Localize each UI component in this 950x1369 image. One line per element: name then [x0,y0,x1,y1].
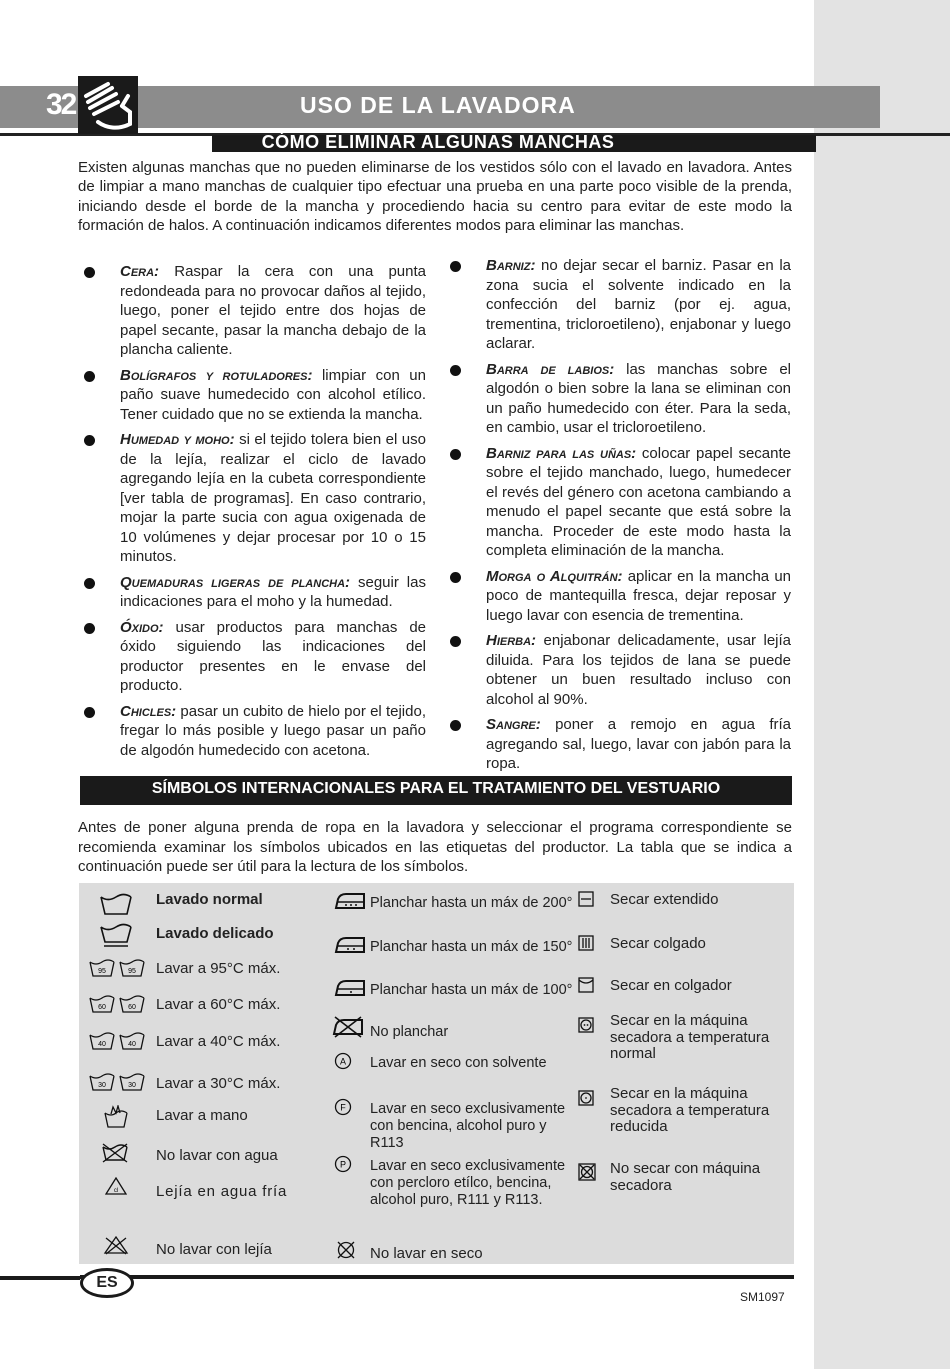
stain-text: pasar un cubito de hielo por el tejido, fregar lo más posible y luego pasar un paño de algodón humedecido con acetona. [120,702,426,759]
bullet-icon [450,261,461,272]
bullet-icon [84,623,95,634]
dryclean-mark: F [340,1102,346,1113]
symbol-label: Secar en colgador [610,977,732,994]
tumble-low-icon [578,1090,594,1106]
list-item [450,256,791,354]
no-iron-icon [332,1015,364,1039]
bullet-icon [84,267,95,278]
stain-text: usar productos para manchas de óxido siguiendo las indicaciones del productor presentes en le envase del producto. [120,618,427,694]
no-water-wash-icon [101,1143,129,1163]
stain-text: colocar papel secante sobre el tejido manchado, luego, humedecer el revés del género con acetona cambiando a menudo el papel secante que está sobre la mancha. Proceder de este modo hasta la completa eliminación de la mancha. [486,444,791,559]
symbol-label: Lavar en seco con solvente [370,1055,547,1071]
stain-text: las manchas sobre el algodón o bien sobre la lana se eliminan con un paño humedecido con éter. Para la seda, en cambio, usar el tricloroetileno. [486,360,791,436]
iron-100-icon [334,978,366,998]
symbol-label: Secar en la máquina secadora a temperatura reducida [610,1085,770,1135]
no-dryclean-icon [336,1240,356,1260]
wash-60-icon [89,995,145,1015]
list-item [84,366,426,425]
symbol-label: Planchar hasta un máx de 100° [370,982,573,998]
symbols-intro: Antes de poner alguna prenda de ropa en la lavadora y seleccionar el programa correspondiente se recomienda examinar los símbolos ubicados en las etiquetas del productor. La tabla que se indica a continuación puede ser útil para la lectura de los símbolos. [78,819,792,875]
symbol-label: Lavar a 60°C máx. [156,996,281,1013]
temp-label: 40 [128,1041,136,1048]
list-item [84,573,426,612]
iron-150-icon [334,935,366,955]
bleach-mark: cl [113,1188,119,1194]
no-bleach-icon [103,1235,129,1255]
iron-200-icon [334,891,366,911]
dryclean-p-icon [334,1155,352,1173]
bullet-icon [450,720,461,731]
symbol-label: Secar en la máquina secadora a temperatura normal [610,1012,770,1062]
list-item [450,444,791,561]
list-item [84,430,426,567]
list-item [84,618,426,696]
section-title-symbols: SÍMBOLOS INTERNACIONALES PARA EL TRATAMIENTO DEL VESTUARIO [151,780,721,797]
symbol-label: Lavar en seco exclusivamente con bencina, alcohol puro y R113 [370,1101,566,1151]
temp-label: 40 [98,1041,106,1048]
symbol-label: Lavar a 30°C máx. [156,1075,281,1092]
stain-term: Chicles: [120,702,177,720]
temp-label: 30 [98,1082,106,1089]
symbol-label: Planchar hasta un máx de 200° [370,895,573,911]
symbol-label: No planchar [370,1024,449,1040]
dry-line-icon [578,935,594,951]
stain-text: no dejar secar el barniz. Pasar en la zona sucia el solvente indicado en la confección del barniz (por ej. agua, trementina, tricloroetileno), enjabonar y luego aclarar. [486,257,791,352]
bullet-icon [450,365,461,376]
stain-term: Cera: [120,263,160,280]
stain-text: si el tejido tolera bien el uso de la lejía, realizar el ciclo de lavado agregando lejía en la cubeta correspondiente [ver tabla de programas]. En caso contrario, mojar la parte sucia con agua oxigenada de 10 volúmenes y dejar procesar por 10 o 15 minutos. [120,431,426,565]
temp-label: 95 [128,968,136,975]
symbol-label: Lejía en agua fría [156,1183,288,1200]
temp-label: 60 [98,1004,106,1011]
stain-term: Óxido: [120,618,164,636]
bleach-cold-icon [105,1177,127,1195]
bullet-icon [84,371,95,382]
bullet-icon [84,435,95,446]
wash-tub-icon [99,893,133,917]
stain-term: Barra de labios: [486,360,615,378]
symbol-label: Lavar en seco exclusivamente con percloro etílco, bencina, alcohol puro, R111 y R113. [370,1158,566,1208]
language-badge: ES [80,1268,134,1298]
stain-term: Barniz: [486,257,536,274]
wash-95-icon [89,959,145,979]
list-item [84,262,426,360]
bullet-icon [450,449,461,460]
stain-list-left [84,262,426,766]
tumble-normal-icon [578,1017,594,1033]
temp-label: 60 [128,1004,136,1011]
stain-list-right [450,256,791,780]
dryclean-mark: P [339,1159,347,1170]
bullet-icon [84,578,95,589]
symbol-label: Secar extendido [610,891,719,908]
wash-delicate-icon [99,923,133,949]
stain-term: Quemaduras ligeras de plancha: [120,573,351,591]
dryclean-a-icon [334,1052,352,1070]
bullet-icon [84,707,95,718]
list-item [450,360,791,438]
symbol-label: Lavar a 40°C máx. [156,1033,281,1050]
hand-icon [78,76,138,134]
stain-text: seguir las indicaciones para el moho y la humedad. [120,573,426,610]
symbols-table [79,883,794,1264]
list-item [450,631,791,709]
dry-hanger-icon [578,977,594,993]
stain-term: Sangre: [486,716,541,733]
stain-term: Morga o Alquitrán: [486,567,623,585]
dry-flat-icon [578,891,594,907]
stain-text: poner a remojo en agua fría agregando sal, luego, lavar con jabón para la ropa. [486,716,792,772]
symbol-label: Planchar hasta un máx de 150° [370,939,573,955]
temp-label: 30 [128,1082,136,1089]
footer-rule [80,1275,794,1279]
stain-text: Raspar la cera con una punta redondeada para no provocar daños al tejido, luego, poner el tejido entre dos hojas de papel secante, pasar la mancha debajo de la plancha caliente. [120,263,427,358]
bullet-icon [450,636,461,647]
symbol-label: Secar colgado [610,935,706,952]
document-code: SM1097 [740,1290,785,1304]
temp-label: 95 [98,968,106,975]
dryclean-f-icon [334,1098,352,1116]
stain-term: Barniz para las uñas: [486,444,637,462]
no-tumble-icon [578,1163,596,1181]
wash-30-icon [89,1073,145,1093]
stain-term: Hierba: [486,632,537,649]
footer-rule-left [0,1276,80,1280]
side-margin [814,0,950,1369]
symbol-label: No lavar con lejía [156,1241,272,1258]
symbol-label: Lavar a 95°C máx. [156,960,281,977]
wash-40-icon [89,1032,145,1052]
page-title: USO DE LA LAVADORA [300,92,576,118]
dryclean-mark: A [339,1056,347,1067]
stain-term: Bolígrafos y rotuladores: [120,366,313,384]
stain-text: enjabonar delicadamente, usar lejía diluida. Para los tejidos de lana se puede obtener un buen resultado incluso con alcohol al 90%. [486,632,792,708]
symbol-label: Lavar a mano [156,1107,248,1124]
stain-term: Humedad y moho: [120,431,235,448]
stain-text: aplicar en la mancha un poco de mantequilla fresca, dejar reposar y luego lavar con esencia de trementina. [486,567,792,624]
hand-wash-icon [103,1105,129,1129]
page-number: 32 [46,88,76,121]
stains-intro: Existen algunas manchas que no pueden eliminarse de los vestidos sólo con el lavado en lavadora. Antes de limpiar a mano manchas de cualquier tipo efectuar una prueba en una parte poco visible de la prenda, iniciando desde el borde de la mancha y procediendo hacia su centro para evitar de este modo la formación de halos. A continuación indicamos diferentes modos para eliminar las manchas. [78,159,792,235]
symbol-label: Lavado normal [156,891,263,908]
list-item [450,567,791,626]
symbol-label: No secar con máquina secadora [610,1160,761,1194]
symbol-label: No lavar con agua [156,1147,278,1164]
symbol-label: No lavar en seco [370,1245,483,1262]
stain-text: limpiar con un paño suave humedecido con alcohol etílico. Tener cuidado que no se extienda la mancha. [120,366,426,423]
symbol-label: Lavado delicado [156,925,274,942]
section-title-stains: CÓMO ELIMINAR ALGUNAS MANCHAS [261,132,615,152]
list-item [84,702,426,761]
bullet-icon [450,572,461,583]
list-item [450,715,791,774]
